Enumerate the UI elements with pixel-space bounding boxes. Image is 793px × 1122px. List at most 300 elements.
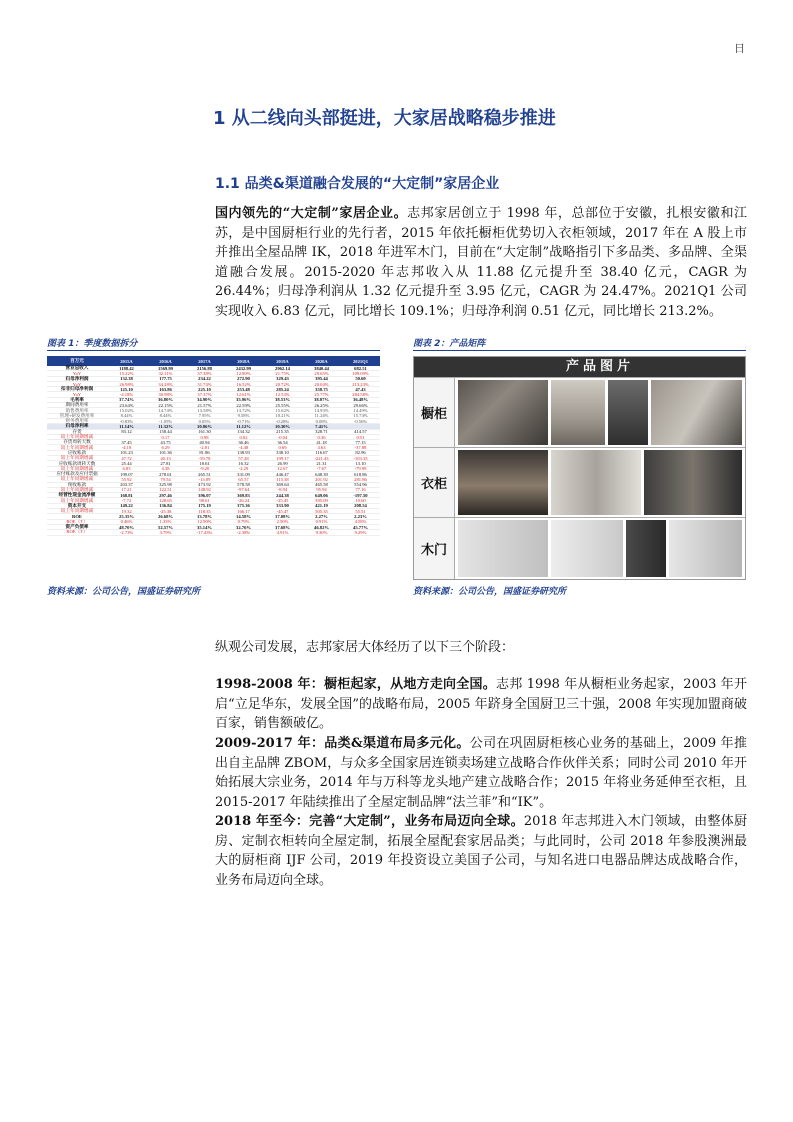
table-cell: 329.43 bbox=[276, 376, 289, 382]
table-cell: 128.65 bbox=[159, 498, 172, 504]
table-cell: -79.99 bbox=[354, 466, 367, 472]
table-cell: 358.75 bbox=[315, 386, 328, 392]
table-cell: 101.36 bbox=[159, 450, 172, 456]
table-cell: 14.58% bbox=[236, 513, 251, 519]
subsection-title: 1.1 品类&渠道融合发展的“大定制”家居企业 bbox=[215, 176, 500, 192]
table-row-label: 归母净利率 bbox=[65, 423, 89, 429]
table-cell: 21.31 bbox=[316, 461, 327, 466]
table-cell: 52.57% bbox=[158, 524, 173, 530]
table-row-label: 存货 bbox=[72, 428, 82, 434]
stage-title: 橱柜起家，从地方走向全国。 bbox=[323, 677, 496, 692]
table-cell: 12.80% bbox=[236, 370, 251, 376]
table-cell: 136.84 bbox=[159, 503, 172, 509]
table-row-label: YoY bbox=[72, 370, 82, 376]
table-cell: 4.58% bbox=[354, 519, 367, 525]
table-cell: 414.57 bbox=[354, 429, 367, 435]
table-header-cell: 2015A bbox=[120, 358, 133, 364]
table-cell: 32.11% bbox=[158, 370, 173, 376]
table-cell: 199.07 bbox=[120, 471, 133, 477]
table-cell: 37.68% bbox=[275, 524, 290, 530]
table-cell: 20.04% bbox=[314, 381, 329, 387]
table-cell: 395.44 bbox=[315, 376, 328, 382]
table-cell: 554.96 bbox=[354, 482, 367, 488]
table-cell: -45.47 bbox=[276, 508, 289, 514]
table-cell: 163.86 bbox=[159, 386, 172, 392]
table-cell: 17.21 bbox=[121, 487, 132, 493]
table-header-cell: 2021Q1 bbox=[352, 358, 369, 364]
intro-paragraph bbox=[215, 204, 747, 321]
table-cell: 8.44% bbox=[159, 413, 172, 419]
table-cell: 82.96 bbox=[355, 450, 366, 456]
table-cell: -197.50 bbox=[353, 492, 368, 498]
stage-title: 品类&渠道布局多元化。 bbox=[324, 736, 470, 751]
table-cell: 132.38 bbox=[120, 376, 133, 382]
table-cell: 23.64% bbox=[119, 402, 134, 408]
table-cell: 7.41% bbox=[315, 423, 328, 429]
table-row-label: ROE（T） bbox=[66, 518, 88, 524]
table-cell: -37.88 bbox=[354, 445, 367, 451]
table-cell: 0.91% bbox=[315, 519, 328, 525]
table-header-cell: 百万元 bbox=[70, 358, 84, 363]
table-cell: 37.45 bbox=[121, 439, 132, 445]
table-row-label: 应收账款周转天数 bbox=[58, 460, 96, 466]
table-cell: 253.48 bbox=[237, 386, 250, 392]
table-cell: 4.63 bbox=[317, 445, 326, 451]
table-cell: -25.45 bbox=[276, 498, 289, 504]
page-mark: 日 bbox=[734, 42, 745, 55]
table-cell: 11.24% bbox=[314, 413, 329, 419]
kitchen-photo-2 bbox=[551, 380, 605, 445]
table-row-label: 资本开支 bbox=[67, 502, 87, 508]
table-cell: 10.60 bbox=[355, 498, 366, 504]
table-cell: 149.22 bbox=[120, 503, 133, 509]
table-cell: 6.29 bbox=[161, 445, 170, 451]
table-cell: 29.66% bbox=[353, 402, 368, 408]
table-cell: 9.58% bbox=[237, 413, 250, 419]
table-cell: 166.17 bbox=[237, 508, 250, 514]
table-cell: 25.77% bbox=[314, 392, 329, 398]
table-row-label: 预收账款 bbox=[67, 481, 87, 487]
table-cell: 115.38 bbox=[276, 476, 289, 482]
table-row-label: 营业总收入 bbox=[65, 365, 89, 371]
table-cell: 0.05% bbox=[198, 418, 211, 424]
table-cell: -0.28% bbox=[275, 418, 290, 424]
table-cell: 2962.14 bbox=[275, 365, 290, 371]
table-cell: 199.17 bbox=[276, 455, 289, 461]
table-row-label: 较上年同期增减 bbox=[60, 434, 94, 440]
table-cell: 26.98% bbox=[119, 381, 134, 387]
table-cell: 0.36 bbox=[317, 434, 326, 440]
table-cell: 213.23% bbox=[352, 381, 369, 387]
table-row-label: 较上年同期增减 bbox=[60, 508, 94, 514]
table-cell: 201.92 bbox=[315, 476, 328, 482]
table-cell: 16.52% bbox=[236, 381, 251, 387]
table-cell: 10.86% bbox=[197, 423, 212, 429]
table-cell: 101.23 bbox=[120, 450, 133, 456]
table-cell: 2.27% bbox=[315, 513, 328, 519]
stage-title: 完善“大定制”，业务布局迈向全球。 bbox=[309, 814, 524, 829]
table-cell: 14.93% bbox=[314, 408, 329, 414]
table-row-label: YoY bbox=[72, 392, 82, 398]
table-cell: 36.46 bbox=[238, 439, 249, 445]
table-row-label: 较上年同期增减 bbox=[60, 444, 94, 450]
product-label: 橱柜 bbox=[414, 378, 455, 447]
table-cell: 35.14% bbox=[197, 524, 212, 530]
product-label: 木门 bbox=[414, 518, 455, 579]
table-cell: 11.32% bbox=[158, 423, 173, 429]
table-cell: 375.36 bbox=[237, 503, 250, 509]
table-cell: 11.12% bbox=[236, 423, 251, 429]
table-row-label: 较上年同期增减 bbox=[60, 455, 94, 461]
table-cell: 122.51 bbox=[159, 487, 172, 493]
table-cell: -2.81 bbox=[199, 445, 210, 451]
table-cell: 12.67 bbox=[277, 466, 288, 472]
table-cell: -1.05% bbox=[158, 418, 173, 424]
intro-text: 志邦家居创立于 1998 年，总部位于安徽，扎根安徽和江苏，是中国厨柜行业的先行者，2015 年依托橱柜优势切入衣柜领域，2017 年在 A 股上市并推出全屋品牌 IK，2018 年进军木门，目前在“大定制”战略指引下多品类、多品牌、全渠道融合发展。2015-2020 年志邦收入从 11.88 亿元提升至 38.40 亿元，CAGR 为 26.44%；归母净利润从 1.32 亿元提升至 3.95 亿元，CAGR 为 24.47%。2021Q1 公司实现收入 6.83 亿元，同比增长 109.1%；归母净利润 0.51 亿元，同比增长 213.2%。 bbox=[215, 206, 747, 319]
table-cell: 8.44% bbox=[120, 413, 133, 419]
table-cell: 98.61 bbox=[199, 498, 210, 504]
table-cell: 47.72 bbox=[121, 455, 132, 461]
table-cell: 37.74% bbox=[119, 397, 134, 403]
table-body bbox=[47, 366, 380, 536]
table-cell: 17.08% bbox=[275, 513, 290, 519]
table-row-label: 应收账款 bbox=[67, 449, 87, 455]
table-cell: 473.92 bbox=[198, 482, 211, 488]
table-cell: 325.98 bbox=[159, 482, 172, 488]
table-cell: 278.61 bbox=[159, 471, 172, 477]
table-cell: 0.51 bbox=[356, 434, 365, 440]
table-cell: 9.29% bbox=[354, 529, 367, 535]
table-cell: 134.32 bbox=[237, 429, 250, 435]
table-cell: 36.80% bbox=[158, 397, 173, 403]
table-cell: 14.49% bbox=[353, 408, 368, 414]
table-cell: -7.67 bbox=[316, 466, 327, 472]
table-row-label: 销售费用率 bbox=[65, 407, 89, 413]
door-photo-3 bbox=[626, 520, 666, 577]
table-cell: 81.86 bbox=[199, 450, 210, 456]
table-cell: 109.09% bbox=[352, 370, 369, 376]
table-cell: 27.81 bbox=[160, 461, 171, 466]
door-photo-2 bbox=[551, 520, 623, 577]
table-cell: 215.35 bbox=[276, 429, 289, 435]
table-cell: 1.33% bbox=[159, 519, 172, 525]
table-cell: 26.99 bbox=[277, 461, 288, 466]
table-cell: 12.61% bbox=[236, 392, 251, 398]
table-cell: 26.68% bbox=[158, 513, 173, 519]
table-cell: 45.77% bbox=[353, 524, 368, 530]
table-row-label: 归母净利润 bbox=[65, 375, 89, 381]
table-cell: 10.30% bbox=[275, 423, 290, 429]
stage-text: 2018 年志邦进入木门领域，由整体厨房、定制衣柜转向全屋定制，拓展全屋配套家居品类；与此同时，公司 2018 年参股澳洲最大的厨柜商 IJF 公司，2019 年投资设立美国子公司，与知名进口电器品牌达成战略合作，业务布局迈向全球。 bbox=[215, 814, 748, 888]
table-row-label: ROE（T） bbox=[66, 529, 88, 535]
product-matrix-corner bbox=[414, 357, 455, 377]
table-row-label: 存货周转天数 bbox=[63, 439, 91, 445]
table-cell: 225.10 bbox=[198, 386, 211, 392]
table-cell: 682.51 bbox=[354, 365, 367, 371]
table-cell: 265.51 bbox=[198, 471, 211, 477]
table-cell: 21.75% bbox=[275, 370, 290, 376]
table-header-cell: 2020A bbox=[315, 358, 328, 364]
figure1-caption: 图表 1：季度数据拆分 bbox=[47, 339, 138, 349]
table-cell: 31.74% bbox=[197, 381, 212, 387]
table-cell: -9.20 bbox=[199, 466, 210, 472]
table-cell: 244.38 bbox=[276, 492, 289, 498]
table-row-label: ROE bbox=[72, 513, 82, 519]
table-cell: -2.29 bbox=[238, 466, 249, 472]
table-cell: 77.16 bbox=[355, 487, 366, 493]
table-cell: 148.92 bbox=[198, 487, 211, 493]
stage-period: 2018 年至今： bbox=[215, 814, 310, 829]
stage-1 bbox=[215, 675, 747, 734]
table-cell: 648.39 bbox=[315, 471, 328, 477]
table-cell: -2.38% bbox=[236, 529, 251, 535]
table-cell: 234.22 bbox=[198, 376, 211, 382]
product-matrix-header: 产品图片 bbox=[455, 357, 745, 377]
table-cell: 116.67 bbox=[315, 450, 328, 456]
table-row-label: 扣非归母净利润 bbox=[60, 386, 94, 392]
table-cell: 649.06 bbox=[315, 492, 328, 498]
table-cell: 37.37% bbox=[197, 392, 212, 398]
product-label: 衣柜 bbox=[414, 448, 455, 517]
table-cell: 0.69 bbox=[278, 445, 287, 451]
wardrobe-photo-1 bbox=[458, 450, 548, 515]
table-cell: -4.18 bbox=[121, 445, 132, 451]
table-cell: 21.57% bbox=[197, 402, 212, 408]
table-cell: -0.83% bbox=[119, 418, 134, 424]
table-cell: 1569.99 bbox=[158, 365, 173, 371]
table-cell: 4.91% bbox=[276, 529, 289, 535]
table-cell: -0.56% bbox=[353, 418, 368, 424]
table-cell: -103.35 bbox=[353, 455, 368, 461]
table-cell: 578.58 bbox=[237, 482, 250, 488]
table-cell: 16.32 bbox=[238, 461, 249, 466]
table-cell: 297.46 bbox=[159, 492, 172, 498]
table-cell: 281.86 bbox=[354, 476, 367, 482]
table-row-label: 应付账款及应付票据 bbox=[56, 471, 98, 477]
figure2-source: 资料来源：公司公告，国盛证券研究所 bbox=[413, 587, 567, 597]
stage-2 bbox=[215, 734, 747, 812]
section-title: 1 从二线向头部挺进，大家居战略稳步推进 bbox=[213, 108, 556, 129]
table-cell: 618.86 bbox=[354, 471, 367, 477]
table-row-label: 期间费用率 bbox=[65, 402, 89, 408]
table-row bbox=[47, 530, 380, 535]
table-cell: 4.38 bbox=[161, 466, 170, 472]
wardrobe-photo-3 bbox=[644, 450, 742, 515]
table-cell: 46.82% bbox=[314, 524, 329, 530]
table-cell: 18.61 bbox=[199, 461, 210, 466]
table-cell: 284.58% bbox=[352, 392, 369, 398]
table-cell: 333.90 bbox=[276, 503, 289, 509]
table-cell: 12.90% bbox=[197, 519, 212, 525]
table-cell: -221.43 bbox=[314, 455, 329, 461]
table-row-label: 较上年同期增减 bbox=[60, 497, 94, 503]
table-cell: -2.73% bbox=[119, 529, 134, 535]
table-cell: 9.30% bbox=[315, 529, 328, 535]
financial-table bbox=[47, 356, 380, 536]
table-cell: 19.32 bbox=[121, 508, 132, 514]
table-cell: -17.43% bbox=[196, 529, 213, 535]
table-cell: 208.54 bbox=[354, 503, 367, 509]
table-cell: 505.35 bbox=[315, 508, 328, 514]
table-cell: 0.17 bbox=[161, 434, 170, 440]
table-cell: -59.78 bbox=[198, 455, 211, 461]
table-cell: 95.94 bbox=[316, 487, 327, 493]
table-cell: 83.12 bbox=[121, 429, 132, 435]
stage-3 bbox=[215, 812, 747, 890]
table-cell: 3840.44 bbox=[314, 365, 329, 371]
stage-period: 1998-2008 年： bbox=[215, 677, 324, 692]
table-cell: 38.07% bbox=[314, 397, 329, 403]
table-row-label: 较上年同期增减 bbox=[60, 476, 94, 482]
table-cell: -7.72 bbox=[121, 498, 132, 504]
table-cell: 421.19 bbox=[315, 503, 328, 509]
table-cell: 43.75 bbox=[160, 439, 171, 445]
kitchen-photo-4 bbox=[651, 380, 742, 445]
table-cell: 2432.99 bbox=[236, 365, 251, 371]
table-cell: 55.92 bbox=[121, 476, 132, 482]
table-cell: 30.98% bbox=[158, 392, 173, 398]
table-cell: 47.43 bbox=[355, 386, 366, 392]
kitchen-photo-3 bbox=[608, 380, 648, 445]
table-cell: 13.10 bbox=[355, 461, 366, 466]
table-cell: 57.28 bbox=[238, 455, 249, 461]
table-cell: 6.83 bbox=[122, 466, 131, 472]
table-cell: 37.38% bbox=[197, 370, 212, 376]
table-cell: 13.78% bbox=[197, 513, 212, 519]
door-photo-1 bbox=[458, 520, 548, 577]
product-row-wardrobe bbox=[414, 447, 745, 517]
stage-text: 公司在巩固厨柜核心业务的基础上，2009 年推出自主品牌 ZBOM，与众多全国家居连锁卖场建立战略合作伙伴关系；同时公司 2010 年开始拓展大宗业务，2014 年与万科等龙头地产建立战略合作；2015 年将业务延伸至衣柜，且 2015-2017 年陆续推出了全屋定制品牌“法兰菲”和“IK”。 bbox=[215, 736, 747, 810]
table-row-label: YoY bbox=[72, 381, 82, 387]
table-cell: 40.13 bbox=[160, 455, 171, 461]
table-cell: 15.62% bbox=[275, 408, 290, 414]
table-row-label: 经营性现金流净额 bbox=[58, 492, 96, 498]
product-row-door bbox=[414, 517, 745, 579]
table-cell: 10.21% bbox=[275, 413, 290, 419]
table-cell: 272.90 bbox=[237, 376, 250, 382]
table-cell: 7.95% bbox=[198, 413, 211, 419]
table-cell: 25.44 bbox=[121, 461, 132, 466]
table-cell: 158.44 bbox=[159, 429, 172, 435]
table-cell: -4.18% bbox=[119, 392, 134, 398]
table-cell: 36.48% bbox=[353, 397, 368, 403]
table-cell: 12.53% bbox=[275, 392, 290, 398]
table-row-label: 毛利率 bbox=[70, 396, 84, 402]
table-cell: 40.94 bbox=[199, 439, 210, 445]
table-cell: 338.10 bbox=[276, 450, 289, 456]
table-cell: 48.70% bbox=[119, 524, 134, 530]
table-cell: 22.15% bbox=[158, 402, 173, 408]
table-cell: 2156.88 bbox=[197, 365, 212, 371]
kitchen-photo-1 bbox=[458, 380, 548, 445]
table-cell: 168.81 bbox=[120, 492, 133, 498]
intro-lead: 国内领先的“大定制”家居企业。 bbox=[215, 206, 408, 221]
table-cell: 369.83 bbox=[237, 492, 250, 498]
table-cell: 25.35% bbox=[119, 513, 134, 519]
table-cell: 2.50% bbox=[276, 519, 289, 525]
table-cell: 32.76% bbox=[236, 524, 251, 530]
table-cell: -97.64 bbox=[237, 487, 250, 493]
table-cell: 26.25% bbox=[314, 402, 329, 408]
table-cell: 15.22% bbox=[119, 370, 134, 376]
overview-paragraph: 纵观公司发展，志邦家居大体经历了以下三个阶段： bbox=[215, 640, 515, 655]
table-cell: 446.47 bbox=[276, 471, 289, 477]
figure2-rule bbox=[413, 350, 746, 351]
table-cell: 0.98 bbox=[200, 434, 209, 440]
table-cell: 175.19 bbox=[198, 503, 211, 509]
table-cell: 395.09 bbox=[315, 498, 328, 504]
table-cell: 177.75 bbox=[159, 376, 172, 382]
table-cell: 35.96% bbox=[236, 397, 251, 403]
table-cell: 34.28% bbox=[158, 381, 173, 387]
table-cell: 34.90% bbox=[197, 397, 212, 403]
table-cell: 29.65% bbox=[314, 370, 329, 376]
table-cell: -4.48 bbox=[238, 445, 249, 451]
table-cell: 36.54 bbox=[277, 439, 288, 445]
table-cell: -13.09 bbox=[198, 476, 211, 482]
table-cell: -0.71% bbox=[236, 418, 251, 424]
table-row-label: 较上年同期增减 bbox=[60, 465, 94, 471]
table-cell: 77.15 bbox=[355, 439, 366, 445]
table-cell: 0.46% bbox=[120, 519, 133, 525]
table-cell: 79.54 bbox=[160, 476, 171, 482]
table-cell: 0.79% bbox=[237, 519, 250, 525]
table-cell: 13.58% bbox=[197, 408, 212, 414]
figure1-rule bbox=[47, 350, 380, 351]
table-cell: 41.18 bbox=[316, 439, 327, 445]
table-cell: 50.60 bbox=[355, 376, 366, 382]
table-header-cell: 2017A bbox=[198, 358, 211, 364]
table-row-label: 资产负债率 bbox=[65, 524, 89, 530]
table-cell: 0.02 bbox=[239, 434, 248, 440]
table-cell: 0.08% bbox=[315, 418, 328, 424]
table-cell: -26.24 bbox=[237, 498, 250, 504]
table-cell: 22.59% bbox=[236, 402, 251, 408]
table-cell: 396.07 bbox=[198, 492, 211, 498]
table-cell: 203.37 bbox=[120, 482, 133, 488]
table-cell: 369.64 bbox=[276, 482, 289, 488]
figure1-source: 资料来源：公司公告，国盛证券研究所 bbox=[47, 587, 201, 597]
table-cell: 65.57 bbox=[238, 476, 249, 482]
table-cell: 285.24 bbox=[276, 386, 289, 392]
table-cell: 15.74% bbox=[353, 413, 368, 419]
table-cell: 138.93 bbox=[237, 450, 250, 456]
table-cell: 331.09 bbox=[237, 471, 250, 477]
table-cell: 25.55% bbox=[275, 402, 290, 408]
table-cell: 328.71 bbox=[315, 429, 328, 435]
table-header-cell: 2018A bbox=[237, 358, 250, 364]
table-cell: 14.74% bbox=[158, 408, 173, 414]
wardrobe-photo-2 bbox=[551, 450, 641, 515]
table-row-label: 财务费用率 bbox=[65, 418, 89, 424]
table-cell: 38.53% bbox=[275, 397, 290, 403]
stage-text: 志邦 1998 年从橱柜业务起家，2003 年开启“立足华东，发展全国”的战略布局，2005 年跻身全国厨卫三十强，2008 年实现加盟商破百家，销售额破亿。 bbox=[215, 677, 747, 732]
table-cell: 2.23% bbox=[354, 513, 367, 519]
table-cell: 55.51 bbox=[355, 508, 366, 514]
table-cell: 118.35 bbox=[198, 508, 211, 514]
door-photo-4 bbox=[669, 520, 742, 577]
table-cell: 125.10 bbox=[120, 386, 133, 392]
table-cell: -0.04 bbox=[277, 434, 288, 440]
product-matrix bbox=[413, 356, 746, 580]
table-cell: 15.02% bbox=[119, 408, 134, 414]
table-header-cell: 2019A bbox=[276, 358, 289, 364]
table-row-label: 较上年同期增减 bbox=[60, 486, 94, 492]
table-cell: 161.30 bbox=[198, 429, 211, 435]
product-row-cabinet bbox=[414, 377, 745, 447]
table-row-label: 管理+研发费用率 bbox=[59, 412, 95, 418]
table-cell: -25.38 bbox=[159, 508, 172, 514]
